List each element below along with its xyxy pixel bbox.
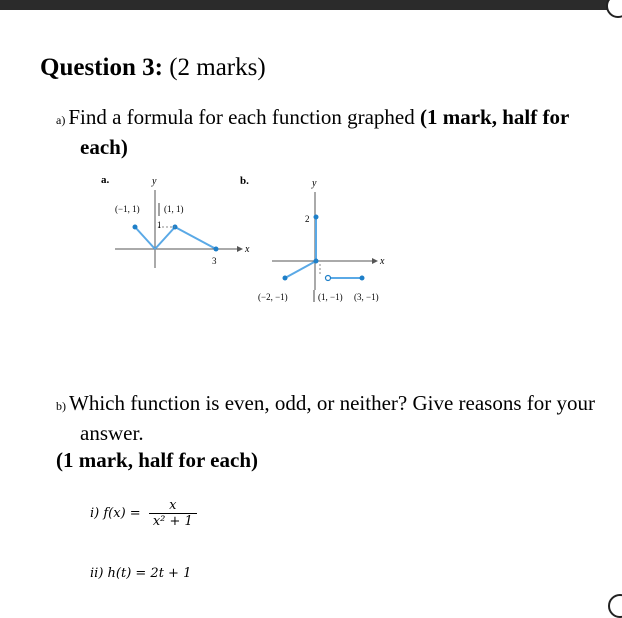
graph-b-x-arrow — [372, 258, 378, 264]
question-number: Question 3: — [40, 54, 163, 81]
question-marks: (2 marks) — [169, 54, 266, 81]
equation-ii: ii) h(t) = 2t + 1 — [90, 566, 192, 581]
part-b-marks: (1 mark, half for each) — [56, 448, 258, 472]
part-a-text: Find a formula for each function graphed — [68, 105, 415, 129]
corner-handle-bottom — [608, 594, 622, 618]
graph-b-point-left-label: (−2, −1) — [258, 292, 288, 302]
equation-i-numerator: x — [149, 498, 197, 514]
graph-b-point-right — [360, 276, 365, 281]
graph-a-y-tick: 1 — [157, 220, 162, 230]
graph-b-point-left — [283, 276, 288, 281]
graph-a-segment-3 — [175, 227, 216, 249]
part-b-marker: b) — [56, 399, 66, 413]
graph-b-point-right-label: (3, −1) — [354, 292, 379, 302]
graph-a-segment-1 — [135, 227, 155, 249]
window-top-bar — [0, 0, 622, 10]
graph-a — [95, 172, 255, 272]
graph-a-point-end — [214, 247, 219, 252]
equation-i-fraction — [149, 498, 197, 529]
graph-b-y-tick: 2 — [305, 214, 310, 224]
corner-handle-top — [606, 0, 622, 18]
part-a-marks: (1 mark, half for each) — [80, 105, 569, 159]
graph-a-segment-2 — [155, 227, 175, 249]
equation-i — [90, 498, 197, 529]
graph-b-x-label: x — [380, 256, 385, 267]
graph-b — [232, 172, 402, 307]
part-a — [56, 104, 600, 161]
graph-b-point-origin — [314, 259, 319, 264]
graph-b-y-label: y — [312, 178, 317, 189]
graph-a-x-tick: 3 — [212, 256, 217, 266]
graph-a-point-left — [133, 225, 138, 230]
graph-a-y-label: y — [152, 176, 157, 187]
part-b — [56, 390, 620, 474]
graph-b-point-mid-label: (1, −1) — [318, 292, 343, 302]
part-b-text: Which function is even, odd, or neither? Give reasons for your answer. — [69, 391, 596, 445]
graph-a-x-label: x — [245, 244, 250, 255]
graph-b-label: b. — [240, 175, 249, 187]
graph-a-point-right-label: (1, 1) — [164, 204, 184, 214]
graph-b-diagonal-segment — [285, 261, 316, 278]
graph-b-point-mid — [326, 276, 331, 281]
graph-a-point-left-label: (−1, 1) — [115, 204, 140, 214]
equation-i-denominator: x² + 1 — [152, 514, 193, 529]
graph-b-point-top — [314, 215, 319, 220]
graph-a-label: a. — [101, 174, 110, 186]
equation-i-prefix: i) f(x) = — [90, 506, 141, 521]
part-a-marker: a) — [56, 113, 66, 127]
question-title — [40, 54, 266, 82]
